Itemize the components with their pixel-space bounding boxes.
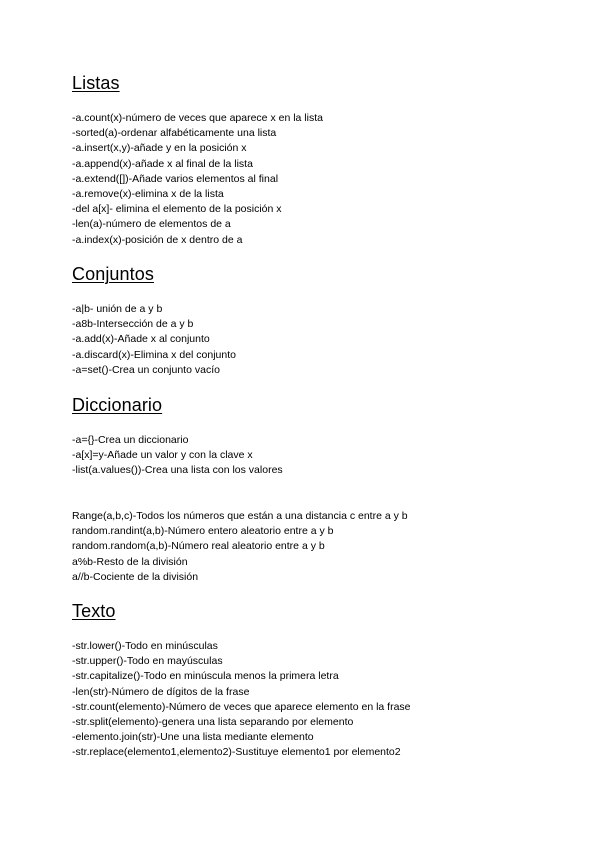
list-item: -a={}-Crea un diccionario xyxy=(72,434,189,446)
list-item: -a[x]=y-Añade un valor y con la clave x xyxy=(72,449,253,462)
list-item: -a.add(x)-Añade x al conjunto xyxy=(72,333,210,346)
list-item: -len(a)-número de elementos de a xyxy=(72,218,231,231)
list-item: -sorted(a)-ordenar alfabéticamente una lista xyxy=(72,127,277,140)
section-title-diccionario: Diccionario xyxy=(72,395,163,415)
numeros-list xyxy=(72,509,408,585)
list-item: Range(a,b,c)-Todos los números que están a una distancia c entre a y b xyxy=(72,510,408,522)
list-item: -a.remove(x)-elimina x de la lista xyxy=(72,187,224,200)
list-item: -str.replace(elemento1,elemento2)-Sustituye elemento1 por elemento2 xyxy=(72,746,401,759)
list-item: -a.discard(x)-Elimina x del conjunto xyxy=(72,348,236,361)
list-item: -str.split(elemento)-genera una lista separando por elemento xyxy=(72,715,354,728)
list-item: a%b-Resto de la división xyxy=(72,555,188,568)
list-item: a//b-Cociente de la división xyxy=(72,570,199,583)
list-item: -len(str)-Número de dígitos de la frase xyxy=(72,685,250,698)
section-title-conjuntos: Conjuntos xyxy=(72,264,154,284)
list-item: -a|b- unión de a y b xyxy=(72,303,163,315)
listas-list xyxy=(72,111,323,248)
section-title-texto: Texto xyxy=(72,601,116,621)
list-item: -list(a.values())-Crea una lista con los valores xyxy=(72,464,283,477)
section-title-listas: Listas xyxy=(72,73,120,93)
conjuntos-list xyxy=(72,302,236,378)
list-item: random.randint(a,b)-Número entero aleatorio entre a y b xyxy=(72,525,334,538)
list-item: -a8b-Intersección de a y b xyxy=(72,318,194,331)
list-item: -a.insert(x,y)-añade y en la posición x xyxy=(72,142,247,155)
list-item: random.random(a,b)-Número real aleatorio entre a y b xyxy=(72,540,325,553)
list-item: -a=set()-Crea un conjunto vacío xyxy=(72,363,220,376)
list-item: -a.append(x)-añade x al final de la lista xyxy=(72,157,253,170)
list-item: -a.extend([])-Añade varios elementos al final xyxy=(72,172,279,185)
diccionario-list xyxy=(72,433,283,479)
list-item: -elemento.join(str)-Une una lista mediante elemento xyxy=(72,731,314,744)
texto-list xyxy=(72,639,411,761)
list-item: -str.lower()-Todo en minúsculas xyxy=(72,640,218,652)
list-item: -a.index(x)-posición de x dentro de a xyxy=(72,233,243,246)
list-item: -str.count(elemento)-Número de veces que aparece elemento en la frase xyxy=(72,700,411,713)
list-item: -str.capitalize()-Todo en minúscula menos la primera letra xyxy=(72,670,339,683)
list-item: -del a[x]- elimina el elemento de la posición x xyxy=(72,203,282,216)
list-item: -a.count(x)-número de veces que aparece x en la lista xyxy=(72,112,323,124)
list-item: -str.upper()-Todo en mayúsculas xyxy=(72,655,223,668)
